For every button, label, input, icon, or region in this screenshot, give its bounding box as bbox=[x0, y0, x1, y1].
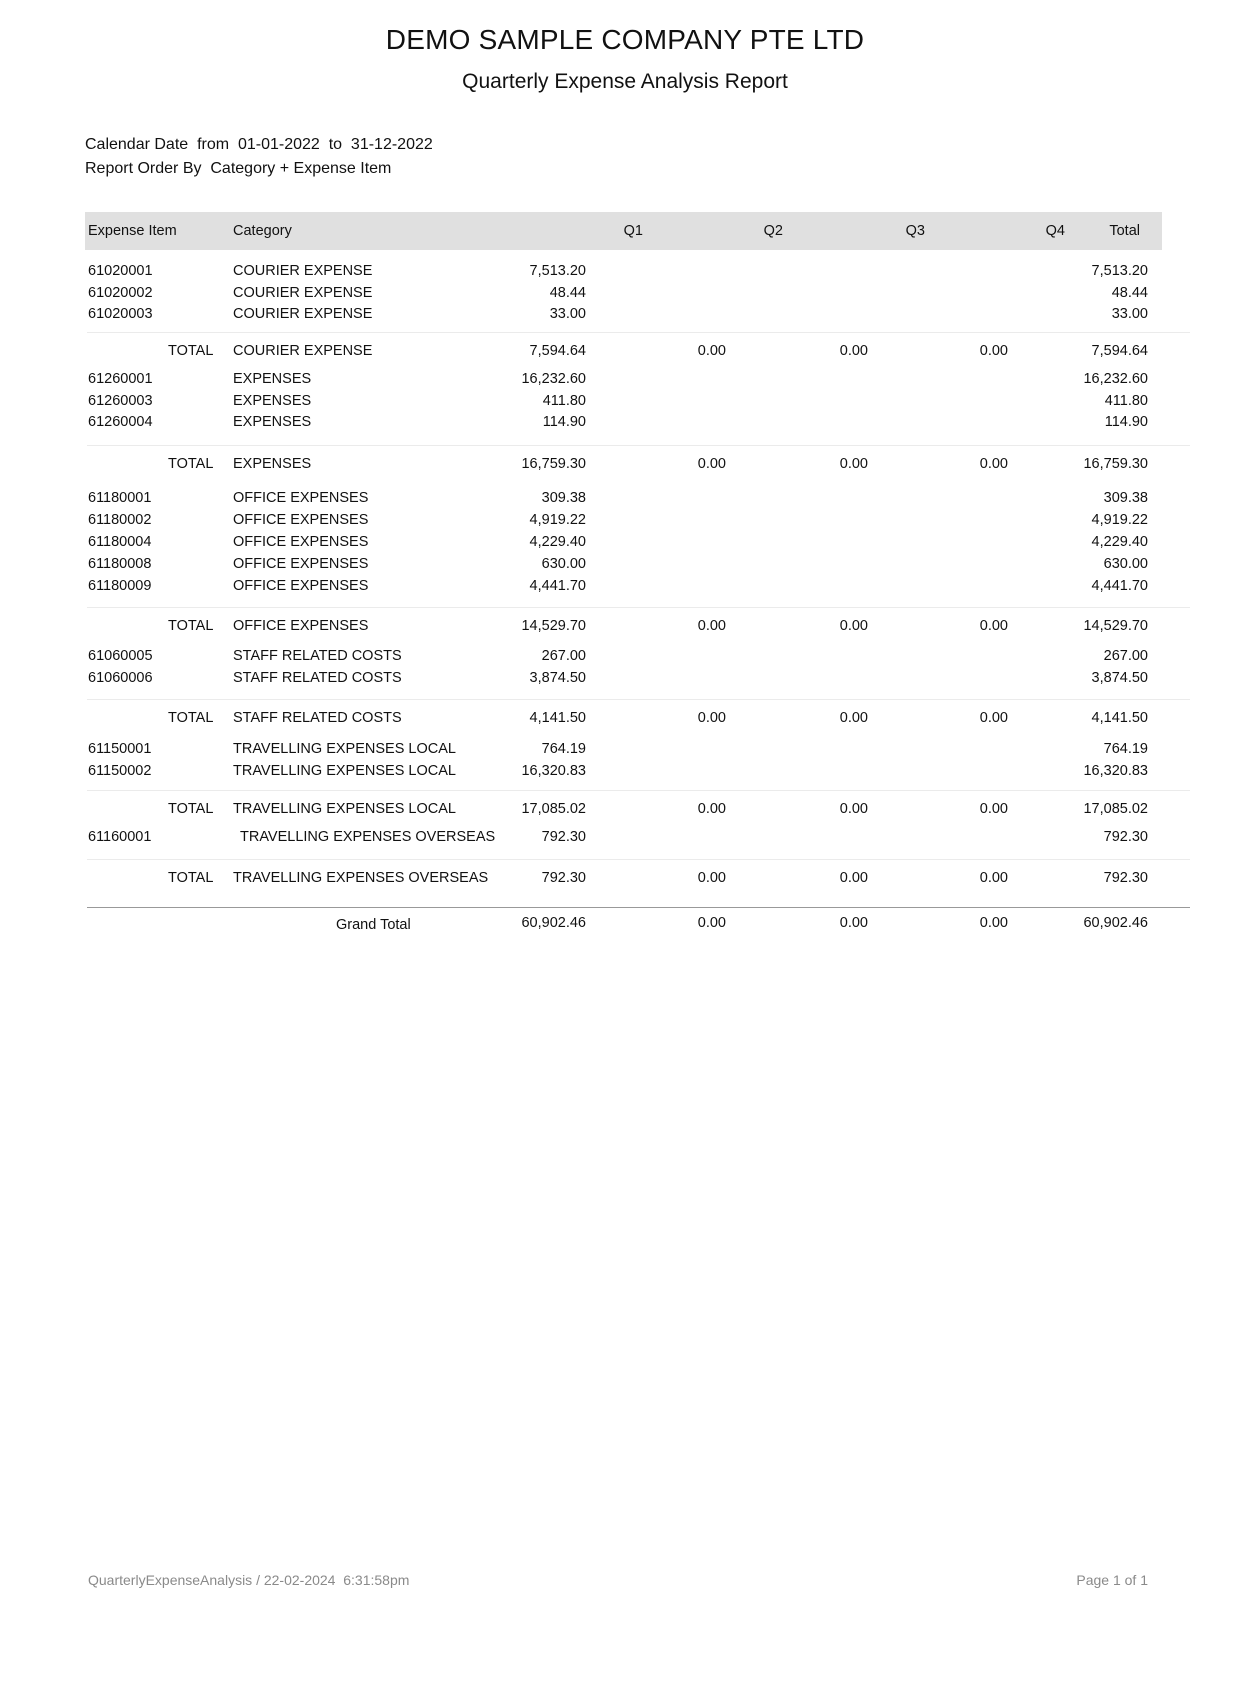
subtotal-label: TOTAL bbox=[168, 870, 214, 886]
category-cell: OFFICE EXPENSES bbox=[233, 490, 369, 506]
total-value: 267.00 bbox=[1103, 648, 1148, 664]
q1-value: 16,320.83 bbox=[521, 763, 586, 779]
total-value: 4,229.40 bbox=[1091, 534, 1148, 550]
category-cell: STAFF RELATED COSTS bbox=[233, 670, 402, 686]
subtotal-q4: 0.00 bbox=[979, 343, 1008, 359]
total-value: 7,513.20 bbox=[1091, 263, 1148, 279]
grand-total-total: 60,902.46 bbox=[1083, 915, 1148, 931]
subtotal-q2: 0.00 bbox=[697, 710, 726, 726]
total-value: 16,232.60 bbox=[1083, 371, 1148, 387]
q1-value: 3,874.50 bbox=[529, 670, 586, 686]
total-value: 3,874.50 bbox=[1091, 670, 1148, 686]
table-row bbox=[0, 488, 1190, 510]
table-row bbox=[0, 369, 1190, 391]
subtotal-q1: 17,085.02 bbox=[521, 801, 586, 817]
q1-value: 4,229.40 bbox=[529, 534, 586, 550]
expense-item-code: 61020002 bbox=[88, 285, 153, 301]
q1-value: 16,232.60 bbox=[521, 371, 586, 387]
grand-total-q3: 0.00 bbox=[839, 915, 868, 931]
subtotal-divider bbox=[87, 607, 1190, 608]
table-row bbox=[0, 510, 1190, 532]
expense-item-code: 61160001 bbox=[88, 829, 152, 845]
grand-total-q1: 60,902.46 bbox=[521, 915, 586, 931]
q1-value: 630.00 bbox=[541, 556, 586, 572]
subtotal-q3: 0.00 bbox=[839, 801, 868, 817]
header-q2: Q2 bbox=[763, 223, 783, 239]
table-row bbox=[0, 283, 1190, 305]
category-cell: OFFICE EXPENSES bbox=[233, 534, 369, 550]
table-row bbox=[0, 304, 1190, 326]
subtotal-q3: 0.00 bbox=[839, 870, 868, 886]
total-value: 16,320.83 bbox=[1083, 763, 1148, 779]
q1-value: 309.38 bbox=[541, 490, 586, 506]
subtotal-q4: 0.00 bbox=[979, 801, 1008, 817]
table-row bbox=[0, 739, 1190, 761]
subtotal-divider bbox=[87, 699, 1190, 700]
category-cell: OFFICE EXPENSES bbox=[233, 556, 369, 572]
report-order-criteria: Report Order By Category + Expense Item bbox=[85, 160, 392, 177]
total-value: 48.44 bbox=[1111, 285, 1148, 301]
subtotal-total: 7,594.64 bbox=[1091, 343, 1148, 359]
subtotal-category: OFFICE EXPENSES bbox=[233, 618, 369, 634]
subtotal-divider bbox=[87, 859, 1190, 860]
total-value: 4,919.22 bbox=[1091, 512, 1148, 528]
total-value: 630.00 bbox=[1103, 556, 1148, 572]
table-row bbox=[0, 391, 1190, 413]
table-row bbox=[0, 576, 1190, 598]
subtotal-label: TOTAL bbox=[168, 801, 214, 817]
table-row bbox=[0, 761, 1190, 783]
subtotal-category: TRAVELLING EXPENSES OVERSEAS bbox=[233, 870, 489, 886]
expense-item-code: 61150001 bbox=[88, 741, 152, 757]
table-row bbox=[0, 827, 1190, 849]
expense-item-code: 61150002 bbox=[88, 763, 152, 779]
expense-item-code: 61020001 bbox=[88, 263, 153, 279]
category-cell: EXPENSES bbox=[233, 371, 312, 387]
total-value: 4,441.70 bbox=[1091, 578, 1148, 594]
table-row bbox=[0, 646, 1190, 668]
q1-value: 792.30 bbox=[541, 829, 586, 845]
grand-total-q4: 0.00 bbox=[979, 915, 1008, 931]
subtotal-row bbox=[0, 708, 1190, 730]
category-cell: TRAVELLING EXPENSES LOCAL bbox=[233, 763, 456, 779]
company-name: DEMO SAMPLE COMPANY PTE LTD bbox=[385, 24, 865, 55]
expense-item-code: 61020003 bbox=[88, 306, 153, 322]
subtotal-divider bbox=[87, 332, 1190, 333]
header-q1: Q1 bbox=[623, 223, 643, 239]
total-value: 764.19 bbox=[1103, 741, 1148, 757]
category-cell: EXPENSES bbox=[233, 393, 312, 409]
category-cell: TRAVELLING EXPENSES LOCAL bbox=[233, 741, 456, 757]
subtotal-row bbox=[0, 616, 1190, 638]
header-q4: Q4 bbox=[1045, 223, 1065, 239]
subtotal-label: TOTAL bbox=[168, 456, 214, 472]
category-cell: STAFF RELATED COSTS bbox=[233, 648, 402, 664]
subtotal-row bbox=[0, 868, 1190, 890]
table-row bbox=[0, 412, 1190, 434]
subtotal-q1: 4,141.50 bbox=[529, 710, 586, 726]
grand-total-label: Grand Total bbox=[336, 917, 411, 933]
subtotal-q2: 0.00 bbox=[697, 456, 726, 472]
expense-item-code: 61180002 bbox=[88, 512, 152, 528]
header-expense-item: Expense Item bbox=[88, 223, 177, 239]
subtotal-q1: 16,759.30 bbox=[521, 456, 586, 472]
subtotal-q4: 0.00 bbox=[979, 456, 1008, 472]
q1-value: 114.90 bbox=[542, 414, 586, 430]
subtotal-category: EXPENSES bbox=[233, 456, 312, 472]
q1-value: 267.00 bbox=[541, 648, 586, 664]
total-value: 309.38 bbox=[1103, 490, 1148, 506]
subtotal-category: COURIER EXPENSE bbox=[233, 343, 373, 359]
total-value: 792.30 bbox=[1103, 829, 1148, 845]
grand-total-q2: 0.00 bbox=[697, 915, 726, 931]
expense-item-code: 61260003 bbox=[88, 393, 153, 409]
q1-value: 7,513.20 bbox=[529, 263, 586, 279]
report-title: Quarterly Expense Analysis Report bbox=[462, 70, 788, 93]
subtotal-total: 17,085.02 bbox=[1083, 801, 1148, 817]
subtotal-q2: 0.00 bbox=[697, 618, 726, 634]
q1-value: 411.80 bbox=[542, 393, 586, 409]
grand-total-row bbox=[0, 913, 1190, 935]
table-row bbox=[0, 668, 1190, 690]
date-range-criteria: Calendar Date from 01-01-2022 to 31-12-2022 bbox=[85, 136, 433, 153]
subtotal-category: STAFF RELATED COSTS bbox=[233, 710, 402, 726]
subtotal-q1: 792.30 bbox=[541, 870, 586, 886]
subtotal-q1: 14,529.70 bbox=[521, 618, 586, 634]
subtotal-divider bbox=[87, 790, 1190, 791]
subtotal-total: 14,529.70 bbox=[1083, 618, 1148, 634]
expense-item-code: 61260001 bbox=[88, 371, 153, 387]
subtotal-row bbox=[0, 341, 1190, 363]
expense-item-code: 61180004 bbox=[88, 534, 152, 550]
subtotal-category: TRAVELLING EXPENSES LOCAL bbox=[233, 801, 456, 817]
q1-value: 4,441.70 bbox=[529, 578, 586, 594]
subtotal-q4: 0.00 bbox=[979, 870, 1008, 886]
footer-page-number: Page 1 of 1 bbox=[1076, 1572, 1148, 1588]
subtotal-row bbox=[0, 799, 1190, 821]
q1-value: 48.44 bbox=[549, 285, 586, 301]
subtotal-q2: 0.00 bbox=[697, 870, 726, 886]
table-header bbox=[85, 212, 1162, 250]
total-value: 411.80 bbox=[1104, 393, 1148, 409]
header-q3: Q3 bbox=[905, 223, 925, 239]
subtotal-q4: 0.00 bbox=[979, 710, 1008, 726]
category-cell: EXPENSES bbox=[233, 414, 312, 430]
expense-item-code: 61180001 bbox=[88, 490, 152, 506]
footer-report-info: QuarterlyExpenseAnalysis / 22-02-2024 6:31:58pm bbox=[88, 1572, 410, 1588]
subtotal-q3: 0.00 bbox=[839, 710, 868, 726]
header-category: Category bbox=[233, 223, 292, 239]
grand-total-divider bbox=[87, 907, 1190, 908]
subtotal-q2: 0.00 bbox=[697, 801, 726, 817]
expense-item-code: 61060005 bbox=[88, 648, 153, 664]
subtotal-total: 4,141.50 bbox=[1091, 710, 1148, 726]
table-row bbox=[0, 261, 1190, 283]
subtotal-row bbox=[0, 454, 1190, 476]
table-row bbox=[0, 554, 1190, 576]
expense-item-code: 61180009 bbox=[88, 578, 152, 594]
subtotal-q3: 0.00 bbox=[839, 618, 868, 634]
category-cell: OFFICE EXPENSES bbox=[233, 512, 369, 528]
category-cell: OFFICE EXPENSES bbox=[233, 578, 369, 594]
subtotal-q2: 0.00 bbox=[697, 343, 726, 359]
expense-item-code: 61060006 bbox=[88, 670, 153, 686]
expense-item-code: 61180008 bbox=[88, 556, 152, 572]
subtotal-total: 792.30 bbox=[1103, 870, 1148, 886]
total-value: 114.90 bbox=[1104, 414, 1148, 430]
subtotal-q1: 7,594.64 bbox=[529, 343, 586, 359]
header-total: Total bbox=[1109, 223, 1140, 239]
subtotal-q3: 0.00 bbox=[839, 343, 868, 359]
q1-value: 4,919.22 bbox=[529, 512, 586, 528]
q1-value: 33.00 bbox=[549, 306, 586, 322]
category-cell: COURIER EXPENSE bbox=[233, 306, 373, 322]
subtotal-label: TOTAL bbox=[168, 710, 214, 726]
total-value: 33.00 bbox=[1111, 306, 1148, 322]
subtotal-q4: 0.00 bbox=[979, 618, 1008, 634]
subtotal-divider bbox=[87, 445, 1190, 446]
table-row bbox=[0, 532, 1190, 554]
category-cell: COURIER EXPENSE bbox=[233, 263, 373, 279]
subtotal-total: 16,759.30 bbox=[1083, 456, 1148, 472]
category-cell: TRAVELLING EXPENSES OVERSEAS bbox=[240, 829, 496, 845]
subtotal-q3: 0.00 bbox=[839, 456, 868, 472]
subtotal-label: TOTAL bbox=[168, 343, 214, 359]
q1-value: 764.19 bbox=[541, 741, 586, 757]
category-cell: COURIER EXPENSE bbox=[233, 285, 373, 301]
expense-item-code: 61260004 bbox=[88, 414, 153, 430]
subtotal-label: TOTAL bbox=[168, 618, 214, 634]
